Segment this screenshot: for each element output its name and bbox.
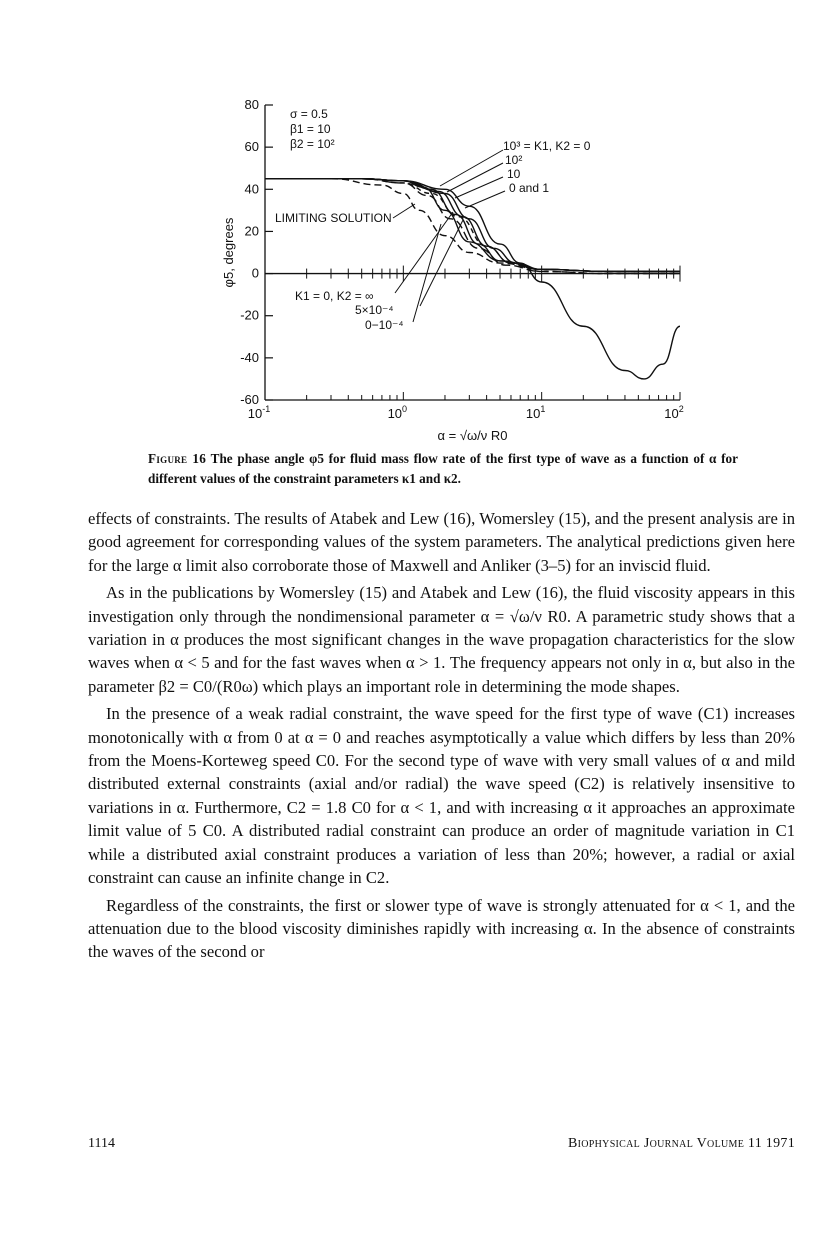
curve-label-5e4: 5×10⁻⁴ — [355, 303, 394, 317]
y-tick-label: 20 — [244, 223, 259, 239]
x-axis-label: α = √ω/ν R0 — [437, 428, 508, 443]
figure-caption — [148, 449, 738, 489]
phase-angle-chart — [215, 90, 705, 450]
figure-16 — [215, 90, 705, 450]
paragraph-3: In the presence of a weak radial constraint, the wave speed for the first type of wave (C1) increases monotonically with α from 0 at α = 0 and reaches asymptotically a value which differs by less than 20% from the Moens-Korteweg speed C0. For the second type of wave with very small values of α and mild distributed external constraints (axial and/or radial) the wave speed (C2) is relatively insensitive to variations in α. Furthermore, C2 = 1.8 C0 for α < 1, and with increasing α it approaches an approximate limit value of 5 C0. A distributed radial constraint can produce an order of magnitude variation in C1 while a distributed axial constraint produces a variation of less than 20%; however, a radial or axial constraint can cause an infinite change in C2. — [88, 704, 795, 888]
paragraph-4: Regardless of the constraints, the first or slower type of wave is strongly attenuated for α < 1, and the attenuation due to the blood viscosity diminishes rapidly with increasing α. In the absence of constraints the waves of the second or — [88, 895, 795, 962]
curve-label-0-and-1: 0 and 1 — [509, 181, 550, 195]
curve-label-k2-inf: K1 = 0, K2 = ∞ — [295, 289, 374, 303]
caption-label: Figure 16 — [148, 451, 207, 466]
y-tick-label: 60 — [244, 139, 259, 155]
curve-label-0e4: 0−10⁻⁴ — [365, 318, 404, 332]
x-tick-label: $10^2$ — [664, 404, 684, 421]
caption-text: The phase angle φ5 for fluid mass flow rate of the first type of wave as a function of α for different values of the constraint parameters κ1 and κ2. — [148, 451, 738, 486]
page-number: 1114 — [88, 1136, 115, 1151]
x-tick-label: $10^1$ — [525, 404, 546, 421]
y-tick-label: 40 — [244, 181, 259, 197]
parameter-label: σ = 0.5 — [290, 107, 328, 121]
y-axis-label: φ5, degrees — [221, 217, 236, 288]
curve-label-kappa1: 10³ = K1, K2 = 0 — [503, 139, 591, 153]
parameter-label: β2 = 10² — [290, 137, 335, 151]
paragraph-2: As in the publications by Womersley (15) and Atabek and Lew (16), the fluid viscosity appears in this investigation only through the nondimensional parameter α = √ω/ν R0. A parametric study shows that a variation in α produces the most significant changes in the wave propagation characteristics for the slow waves when α < 5 and for the fast waves when α > 1. The frequency appears not only in α, but also in the parameter β2 = C0/(R0ω) which plays an important role in determining the mode shapes. — [88, 583, 795, 696]
series-line-2 — [265, 179, 680, 272]
leader-line — [420, 220, 463, 306]
curve-label-102: 10² — [505, 153, 523, 167]
body-text — [88, 507, 795, 968]
curve-label-limiting: LIMITING SOLUTION — [275, 211, 392, 225]
leader-line — [465, 191, 505, 208]
parameter-label: β1 = 10 — [290, 122, 331, 136]
series-line-5 — [265, 179, 680, 379]
y-tick-label: 80 — [244, 97, 259, 112]
y-tick-label: 0 — [251, 265, 259, 281]
y-tick-label: -40 — [240, 349, 259, 365]
leader-line — [393, 204, 415, 218]
leader-line — [395, 212, 453, 293]
paragraph-1: effects of constraints. The results of Atabek and Lew (16), Womersley (15), and the present analysis are in good agreement for corresponding values of the system parameters. The analytical predictions given here for the large α limit also corroborate those of Maxwell and Anliker (3–5) for an inviscid fluid. — [88, 509, 795, 575]
journal-name: Biophysical Journal Volume 11 1971 — [568, 1136, 795, 1151]
x-tick-label: $10^{-1}$ — [247, 404, 271, 421]
curve-label-10: 10 — [507, 167, 521, 181]
x-tick-label: $10^0$ — [387, 404, 408, 421]
y-tick-label: -60 — [240, 392, 259, 407]
y-tick-label: -20 — [240, 307, 259, 323]
